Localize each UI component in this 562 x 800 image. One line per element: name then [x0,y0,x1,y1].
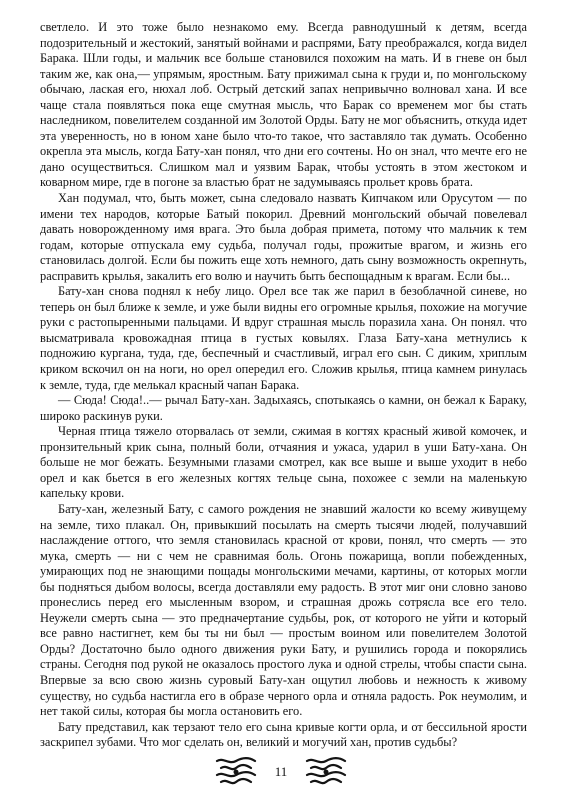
page-number: 11 [274,764,288,779]
page-text [40,20,527,751]
paragraph-5: Черная птица тяжело оторвалась от земли, сжимая в когтях красный живой комочек, и пронзительный крик сына, полный боли, отчаяния и ужаса, ударил в уши Бату-хана. Он больше не мог бежать. Безумными глазами смотрел, как все выше и выше уходит в небо орел и как бьется в его железных когтях тельце сына, похожее с земли на маленькую капельку крови. [40,424,527,501]
ornament-right-icon [303,755,349,789]
page-footer [0,752,562,792]
paragraph-1: светлело. И это тоже было незнакомо ему. Всегда равнодушный к детям, всегда подозрительный и жестокий, занятый войнами и распрями, Бату преображался, когда видел Барака. Шли годы, и мальчик все больше становился похожим на мать. И в гневе он был таким же, как она,— упрямым, яростным. Бату прижимал сына к груди и, по монгольскому обычаю, лаская его, нюхал лоб. Острый детский запах непривычно волновал хана. И все чаще стала появляться пока еще смутная мысль, что Барак со временем мог бы стать наследником, повелителем созданной им Золотой Орды. Бату не мог объяснить, откуда идет эта уверенность, но в юном хане было что-то такое, что заставляло так думать. Особенно окрепла эта мысль, когда Бату-хан понял, что дни его сочтены. Но он знал, что мечте его не дано осуществиться. Слишком мал и уязвим Барак, чтобы устоять в этом жестоком и коварном мире, где в погоне за властью брат не задумываясь прольет кровь брата. [40,20,527,190]
paragraph-6: Бату-хан, железный Бату, с самого рождения не знавший жалости ко всему живущему на земле, тихо плакал. Он, привыкший посылать на смерть тысячи людей, получавший наслаждение оттого, что земля становилась красной от крови, понял, что смерть — это мука, смерть — ни с чем не сравнимая боль. Огонь пожарища, вопли побежденных, умирающих под не знающими пощады монгольскими мечами, картины, от которых могли бы подняться дыбом волосы, всегда доставляли ему радость. В этот миг они словно заново пронеслись перед его мысленным взором, и страшная дрожь сотрясла все его тело. Неужели смерть сына — это предначертание судьбы, рок, от которого не уйти и который все равно настигнет, кем бы ты ни был — простым воином или повелителем Золотой Орды? Достаточно было одного движения руки Бату, и рушились города и покорялись страны. Сегодня под рукой не оказалось простого лука и одной стрелы, чтобы спасти сына. Впервые за всю свою жизнь суровый Бату-хан ощутил любовь и нежность к живому существу, но судьба настигла его в образе черного орла и отняла радость. Рок неумолим, и нет такой силы, которая бы могла остановить его. [40,501,527,719]
paragraph-4: — Сюда! Сюда!..— рычал Бату-хан. Задыхаясь, спотыкаясь о камни, он бежал к Бараку, широко раскинув руки. [40,393,527,423]
ornament-left-icon [213,755,259,789]
paragraph-7: Бату представил, как терзают тело его сына кривые когти орла, и от бессильной ярости заскрипел зубами. Что мог сделать он, великий и могучий хан, против судьбы? [40,719,527,750]
paragraph-3: Бату-хан снова поднял к небу лицо. Орел все так же парил в безоблачной синеве, но теперь он был ближе к земле, и уже были видны его огромные крылья, похожие на могучие руки с растопыренными пальцами. И вдруг страшная мысль поразила хана. Он понял. что высматривала кровожадная птица в густых ковылях. Глаза Бату-хана метнулись к подножию кургана, туда, где, беспечный и счастливый, играл его сын. С диким, хриплым криком вскочил он на ноги, но орел опередил его. Сложив крылья, птица камнем ринулась к земле, туда, где мелькал красный чапан Барака. [40,284,527,392]
paragraph-2: Хан подумал, что, быть может, сына следовало назвать Кипчаком или Орусутом — по имени тех народов, которые Батый покорил. Древний монгольский обычай повелевал давать новорожденному имя врага. Это была добрая примета, потому что мальчик к тем годам, которые отпускала ему судьба, получал годы, прожитые врагом, и жизнь его становилась долгой. Если бы пожить еще хоть немного, дать сыну возможность окрепнуть, расправить крылья, закалить его волю и научить быть беспощадным к врагам. Если бы... [40,191,527,283]
